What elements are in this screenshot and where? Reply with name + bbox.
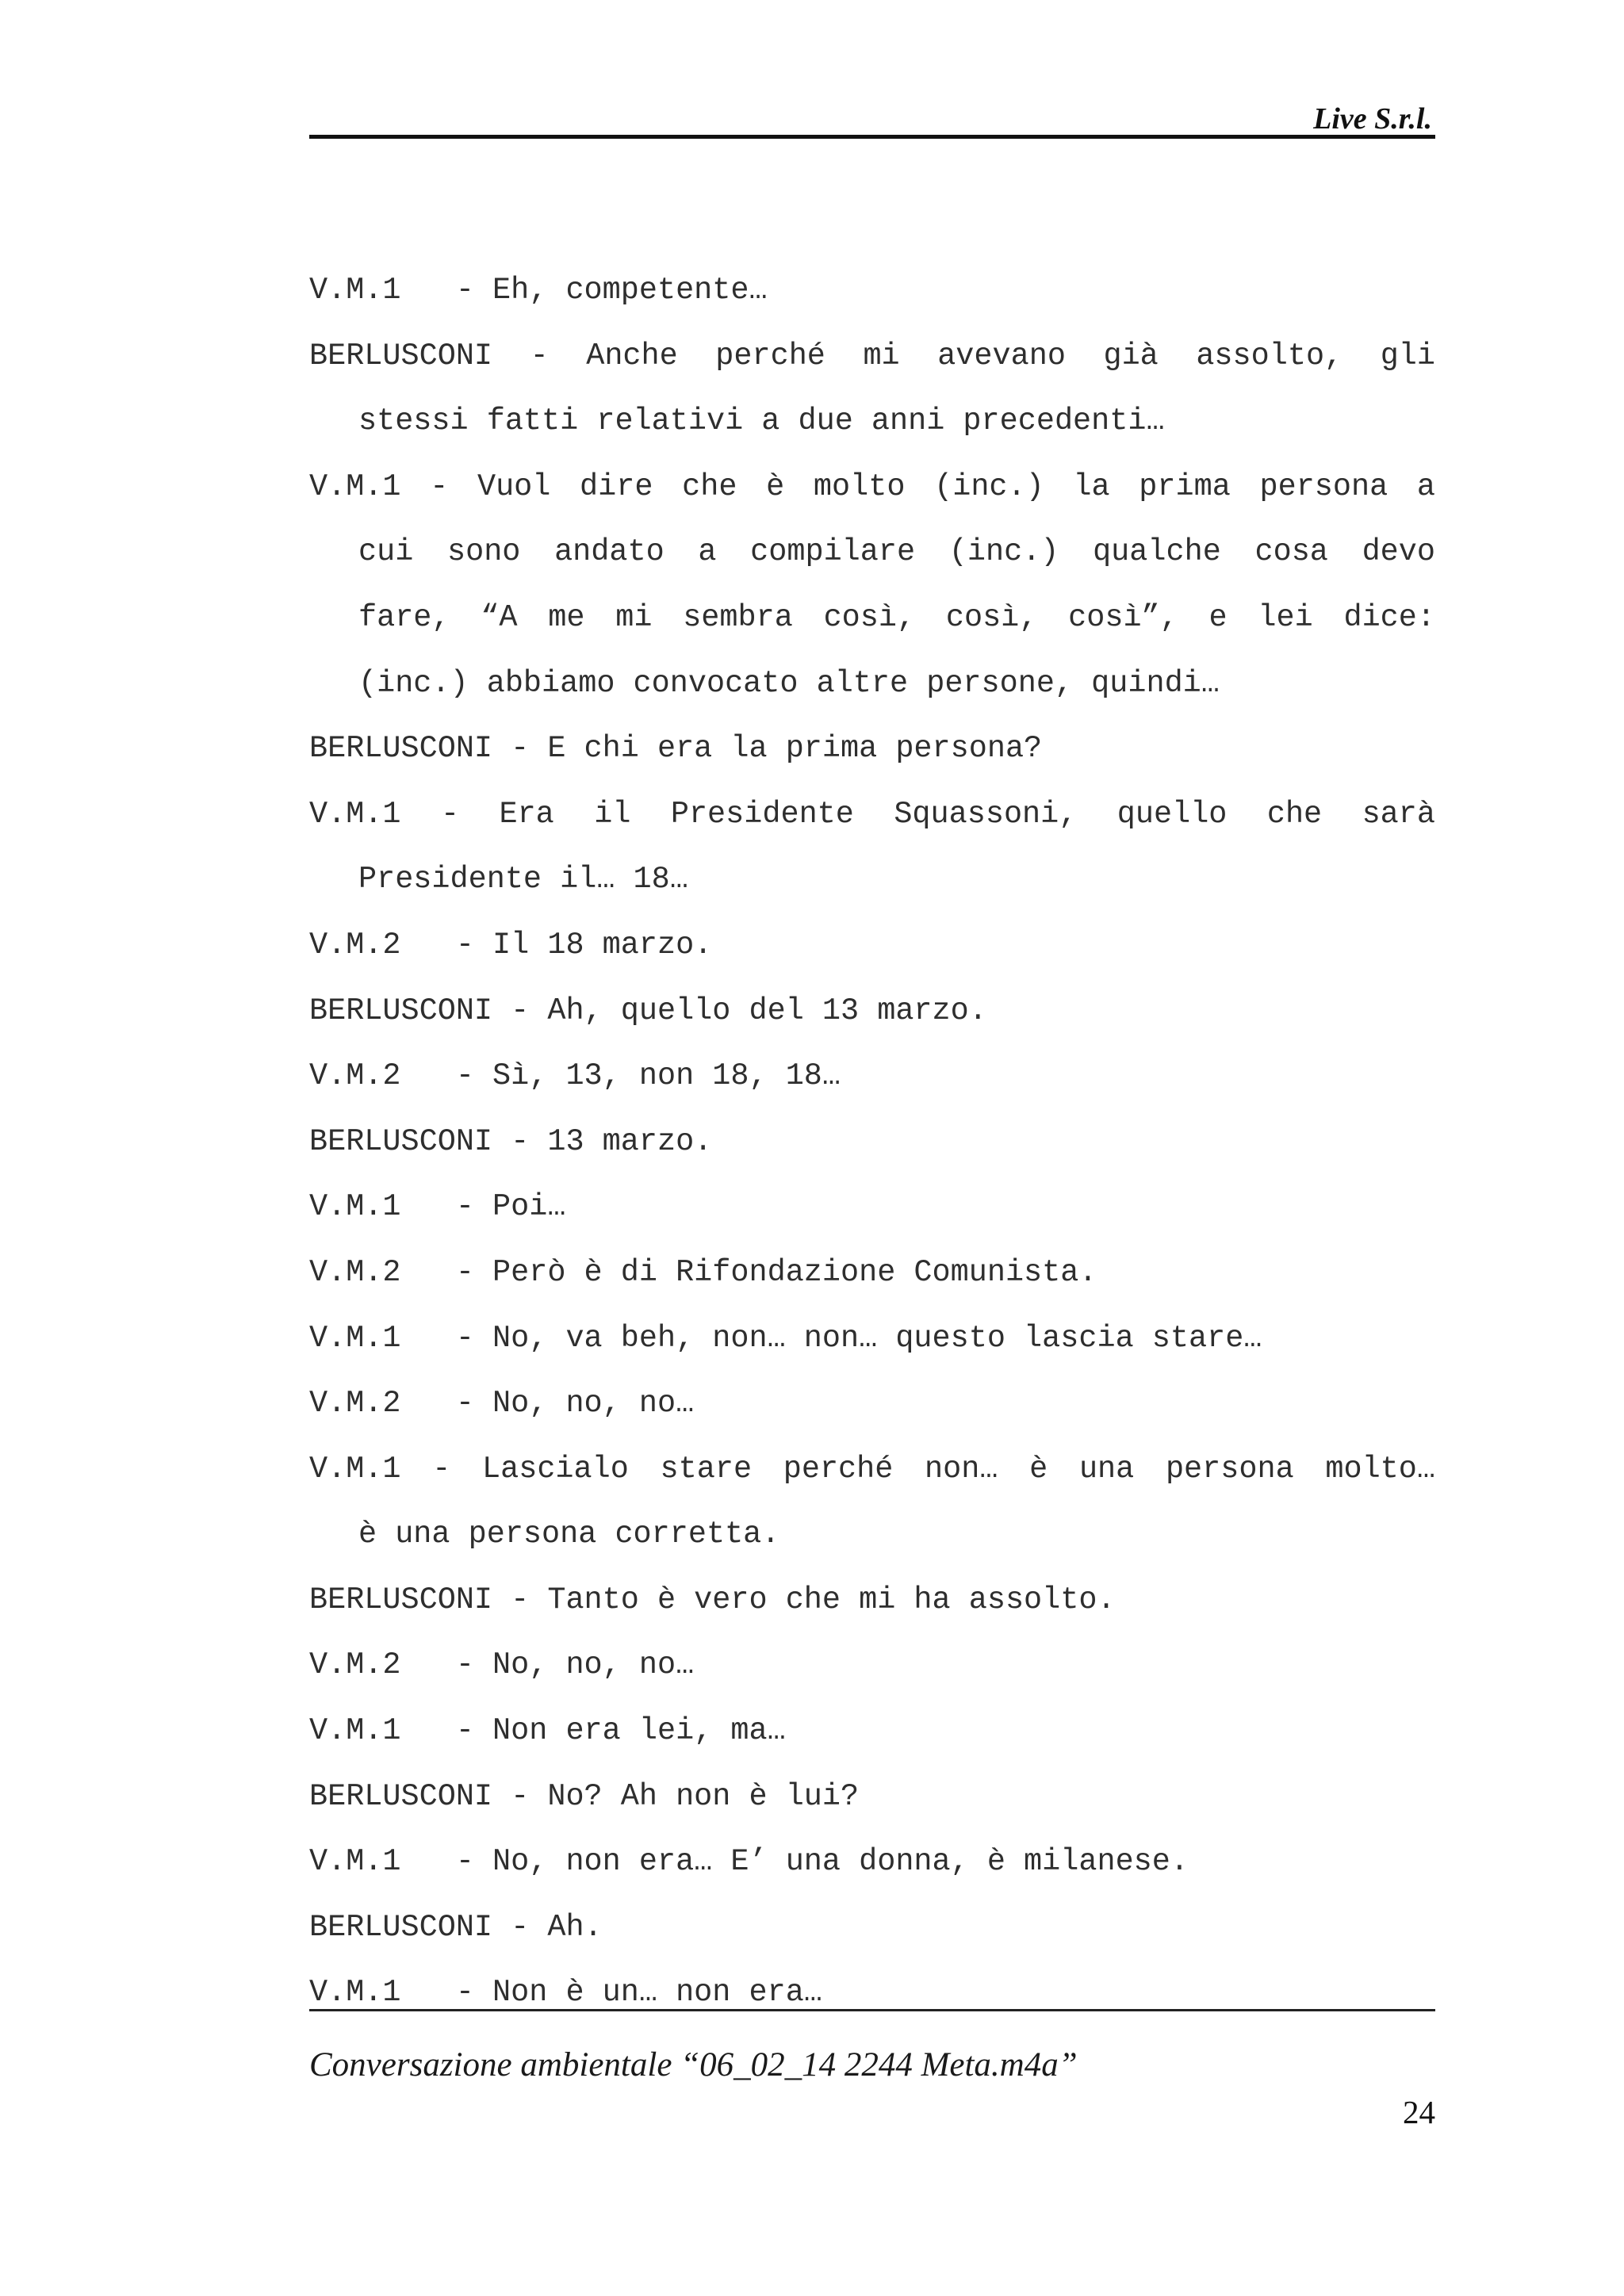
continuation-line: stessi fatti relativi a due anni precedenti… (358, 404, 1165, 439)
speaker-line: V.M.1 - No, va beh, non… non… questo lascia stare… (309, 1320, 1262, 1356)
transcript-entry (309, 978, 1435, 1044)
speaker-line: V.M.1 - Vuol dire che è molto (inc.) la prima persona a (309, 469, 1435, 504)
continuation-line: (inc.) abbiamo convocato altre persone, quindi… (358, 665, 1220, 701)
transcript-entry (309, 1043, 1435, 1109)
speaker-line: BERLUSCONI - E chi era la prima persona? (309, 731, 1043, 767)
continuation-line: è una persona corretta. (358, 1517, 780, 1552)
transcript-entry (309, 716, 1435, 782)
continuation-line: cui sono andato a compilare (inc.) qualche cosa devo (358, 534, 1435, 570)
header-company-name: Live S.r.l. (1313, 102, 1432, 136)
transcript-entry (309, 782, 1435, 913)
transcript-entry (309, 1109, 1435, 1175)
speaker-line: V.M.1 - No, non era… E’ una donna, è milanese. (309, 1844, 1189, 1880)
speaker-line: BERLUSCONI - 13 marzo. (309, 1123, 713, 1159)
transcript-entry (309, 913, 1435, 978)
transcript-entry (309, 1698, 1435, 1764)
transcript-entry (309, 1632, 1435, 1698)
speaker-line: V.M.1 - Lascialo stare perché non… è una persona molto… (309, 1451, 1435, 1487)
speaker-line: V.M.1 - Non è un… non era… (309, 1975, 822, 2011)
speaker-line: V.M.2 - No, no, no… (309, 1647, 695, 1683)
transcript-body (309, 258, 1435, 2026)
transcript-entry (309, 454, 1435, 716)
speaker-line: V.M.2 - Sì, 13, non 18, 18… (309, 1058, 841, 1094)
continuation-line: fare, “A me mi sembra così, così, così”, e lei dice: (358, 599, 1435, 635)
speaker-line: BERLUSCONI - Anche perché mi avevano già assolto, gli (309, 338, 1435, 373)
transcript-entry (309, 1371, 1435, 1437)
footer-caption: Conversazione ambientale “06_02_14 2244 Meta.m4a” (309, 2046, 1078, 2084)
transcript-entry (309, 258, 1435, 323)
transcript-entry (309, 1437, 1435, 1567)
transcript-entry (309, 1567, 1435, 1633)
speaker-line: V.M.2 - Però è di Rifondazione Comunista. (309, 1254, 1097, 1290)
speaker-line: V.M.2 - Il 18 marzo. (309, 927, 713, 962)
speaker-line: BERLUSCONI - Ah, quello del 13 marzo. (309, 993, 987, 1028)
transcript-entry (309, 1895, 1435, 1961)
speaker-line: V.M.1 - Era il Presidente Squassoni, quello che sarà (309, 796, 1435, 832)
speaker-line: BERLUSCONI - Tanto è vero che mi ha assolto. (309, 1582, 1116, 1617)
continuation-line: Presidente il… 18… (358, 862, 688, 897)
page-number: 24 (1403, 2094, 1435, 2130)
transcript-entry (309, 1306, 1435, 1372)
transcript-entry (309, 1174, 1435, 1240)
transcript-entry (309, 1764, 1435, 1830)
transcript-entry (309, 1240, 1435, 1306)
speaker-line: V.M.2 - No, no, no… (309, 1386, 695, 1422)
footer-rule (309, 2009, 1435, 2011)
speaker-line: V.M.1 - Eh, competente… (309, 273, 768, 308)
header-rule (309, 135, 1435, 139)
speaker-line: BERLUSCONI - No? Ah non è lui? (309, 1778, 860, 1814)
speaker-line: V.M.1 - Poi… (309, 1189, 566, 1225)
transcript-entry (309, 323, 1435, 454)
speaker-line: BERLUSCONI - Ah. (309, 1909, 603, 1945)
transcript-entry (309, 1960, 1435, 2026)
speaker-line: V.M.1 - Non era lei, ma… (309, 1713, 786, 1749)
transcript-entry (309, 1829, 1435, 1895)
